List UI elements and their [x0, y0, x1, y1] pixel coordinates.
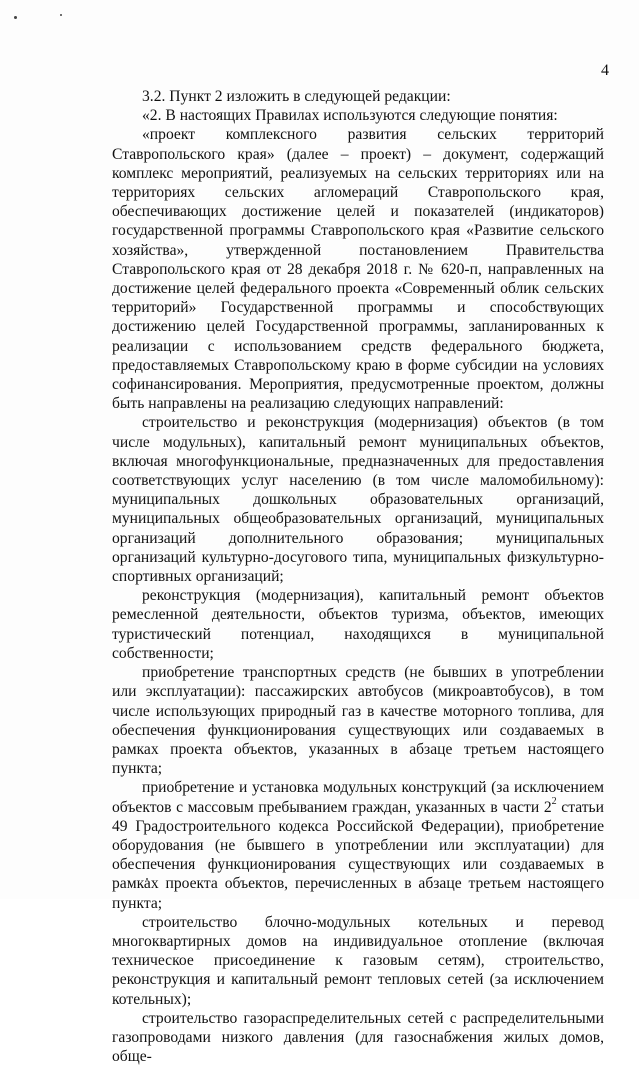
paragraph: «2. В настоящих Правилах используются следующие понятия: — [142, 107, 558, 125]
superscript: 2 — [551, 796, 557, 808]
paragraph: реконструкция (модернизация), капитальный ремонт объектов ремесленной деятельности, объектов туризма, объектов, имеющих туристический потенциал, находящихся в муниципальной собственности; — [112, 587, 604, 662]
paragraph: приобретение транспортных средств (не бывших в употреблении или эксплуатации): пассажирских автобусов (микроавтобусов), в том числе использующих природный газ в качестве моторного топлива, для обеспечения функционирования существующих или создаваемых в рамках проекта объектов, указанных в абзаце третьем настоящего пункта; — [112, 664, 604, 778]
scan-speck — [14, 16, 17, 19]
paragraph: строительство блочно-модульных котельных и перевод многоквартирных домов на индивидуальное отопление (включая техническое присоединение к газовым сетям), строительство, реконструкция и капитальный ремонт тепловых сетей (за исключением котельных); — [112, 913, 604, 1008]
text-run: статьи 49 Градостроительного кодекса Российской Федерации), приобретение оборудования (не бывшего в употреблении или эксплуатации) для обеспечения функционирования существующих или создаваемых в рамках проекта объектов, перечисленных в абзаце третьем настоящего пункта; — [112, 798, 604, 912]
text-run: приобретение и установка модульных конструкций (за исключением объектов с массовым пребыванием граждан, указанных в части 2 — [112, 779, 604, 816]
paragraph: 3.2. Пункт 2 изложить в следующей редакции: — [142, 88, 451, 105]
scan-speck — [60, 14, 62, 16]
paragraph: «проект комплексного развития сельских территорий Ставропольского края» (далее – проект) – документ, содержащий комплекс мероприятий, реализуемых на сельских территориях или на территориях сельских агломераций Ставропольского края, обеспечивающих достижение целей и показателей (индикаторов) государственной программы Ставропольского края «Развитие сельского хозяйства», утвержденной постановлением Правительства Ставропольского края от 28 декабря 2018 г. № 620-п, направленных на достижение целей федерального проекта «Современный облик сельских территорий» Государственной программы и способствующих достижению целей Государственной программы, запланированных к реализации с использованием средств федерального бюджета, предоставляемых Ставропольскому краю в форме субсидии на условиях софинансирования. Мероприятия, предусмотренные проектом, должны быть направлены на реализацию следующих направлений: — [112, 126, 604, 413]
document-body — [112, 87, 604, 1066]
page-number: 4 — [601, 62, 609, 79]
paragraph: строительство и реконструкция (модернизация) объектов (в том числе модульных), капитальный ремонт муниципальных объектов, включая многофункциональные, предназначенных для предоставления соответствующих услуг населению (в том числе маломобильному): муниципальных дошкольных образовательных организаций, муниципальных общеобразовательных организаций, муниципальных организаций дополнительного образования; муниципальных организаций культурно-досугового типа, муниципальных физкультурно-спортивных организаций; — [112, 414, 604, 586]
paragraph-modular — [112, 778, 604, 912]
paragraph: строительство газораспределительных сетей с распределительными газопроводами низкого давления (для газоснабжения жилых домов, обще- — [112, 1009, 604, 1066]
